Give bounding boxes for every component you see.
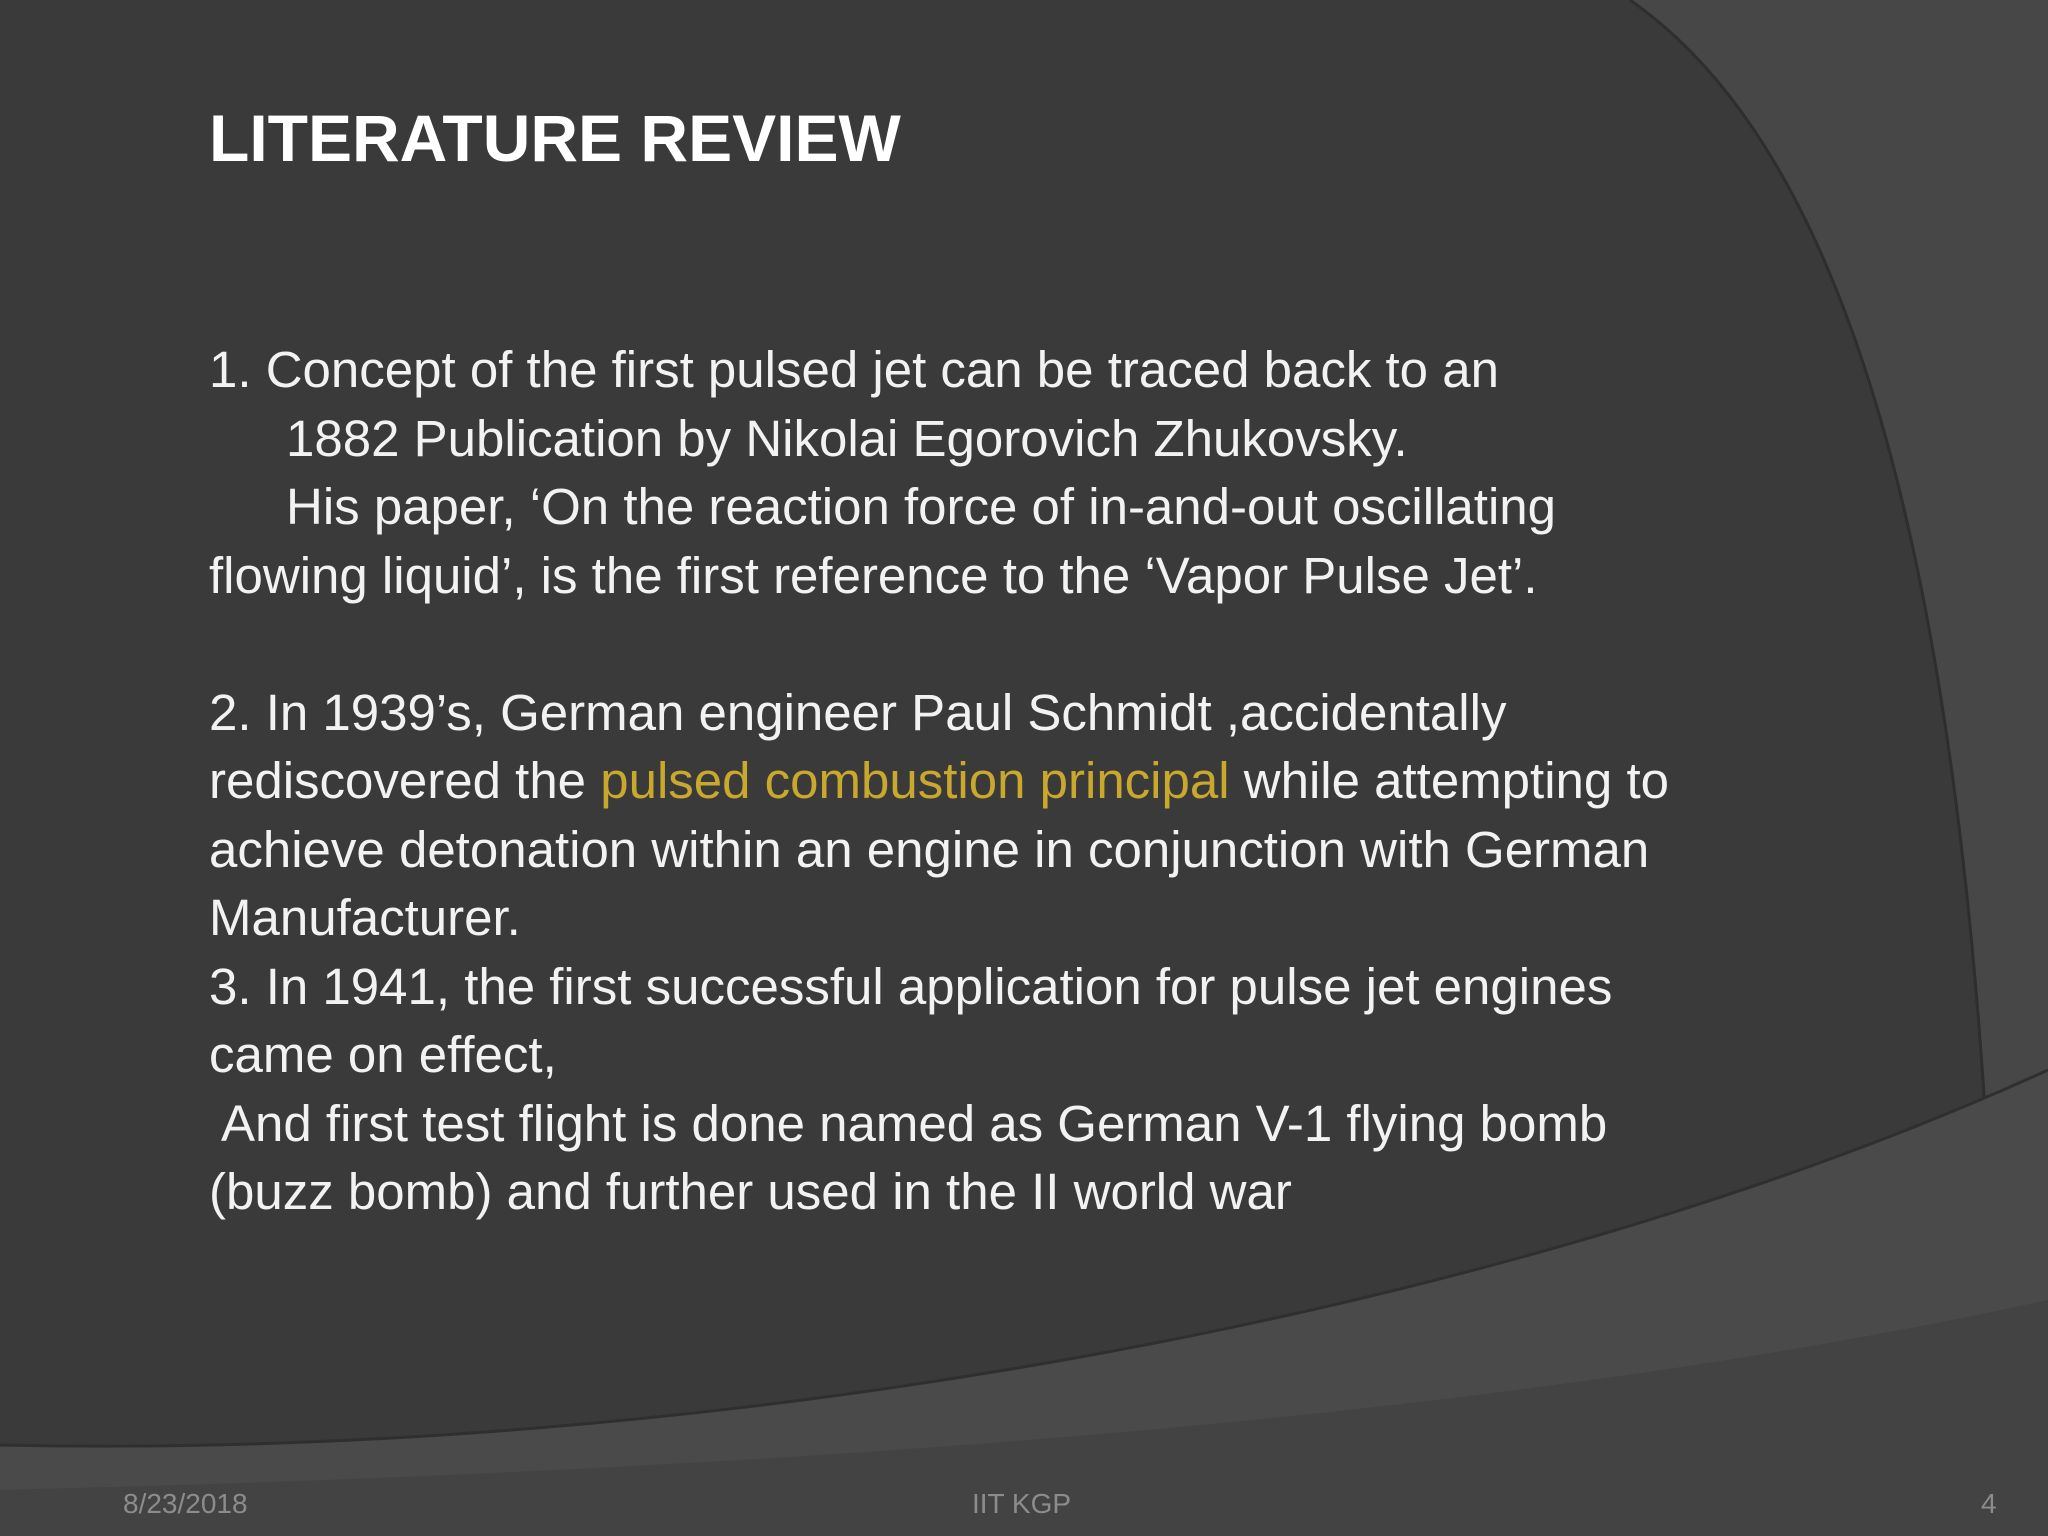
slide-body — [209, 336, 1929, 1227]
p3-line-1: 3. In 1941, the first successful application for pulse jet engines — [209, 957, 1613, 1015]
p1-line-2: 1882 Publication by Nikolai Egorovich Zhukovsky. — [286, 409, 1408, 467]
slide-number: 4 — [1981, 1488, 1997, 1519]
p2-line-4: Manufacturer. — [209, 889, 521, 946]
slide-title: LITERATURE REVIEW — [209, 101, 901, 175]
p1-line-1: 1. Concept of the first pulsed jet can be traced back to an — [209, 341, 1499, 398]
p2-line-2-after: while attempting to — [1229, 752, 1669, 809]
p3-line-3: And first test flight is done named as German V-1 flying bomb — [221, 1094, 1608, 1152]
p1-line-3: His paper, ‘On the reaction force of in-and-out oscillating — [286, 478, 1557, 535]
footer-organization: IIT KGP — [972, 1488, 1072, 1519]
highlighted-phrase: pulsed combustion principal — [600, 752, 1230, 809]
p2-line-3: achieve detonation within an engine in conjunction with German — [209, 820, 1650, 878]
p2-line-2 — [209, 747, 1929, 816]
p2-line-1: 2. In 1939’s, German engineer Paul Schmidt ,accidentally — [209, 683, 1507, 741]
p1-line-4: flowing liquid’, is the first reference to the ‘Vapor Pulse Jet’. — [209, 546, 1538, 604]
p3-line-4: (buzz bomb) and further used in the II world war — [209, 1163, 1292, 1220]
p3-line-2: came on effect, — [209, 1026, 557, 1083]
footer-date: 8/23/2018 — [123, 1488, 248, 1519]
p2-line-2-before: rediscovered the — [209, 752, 601, 809]
paragraph-spacer — [209, 610, 1929, 679]
